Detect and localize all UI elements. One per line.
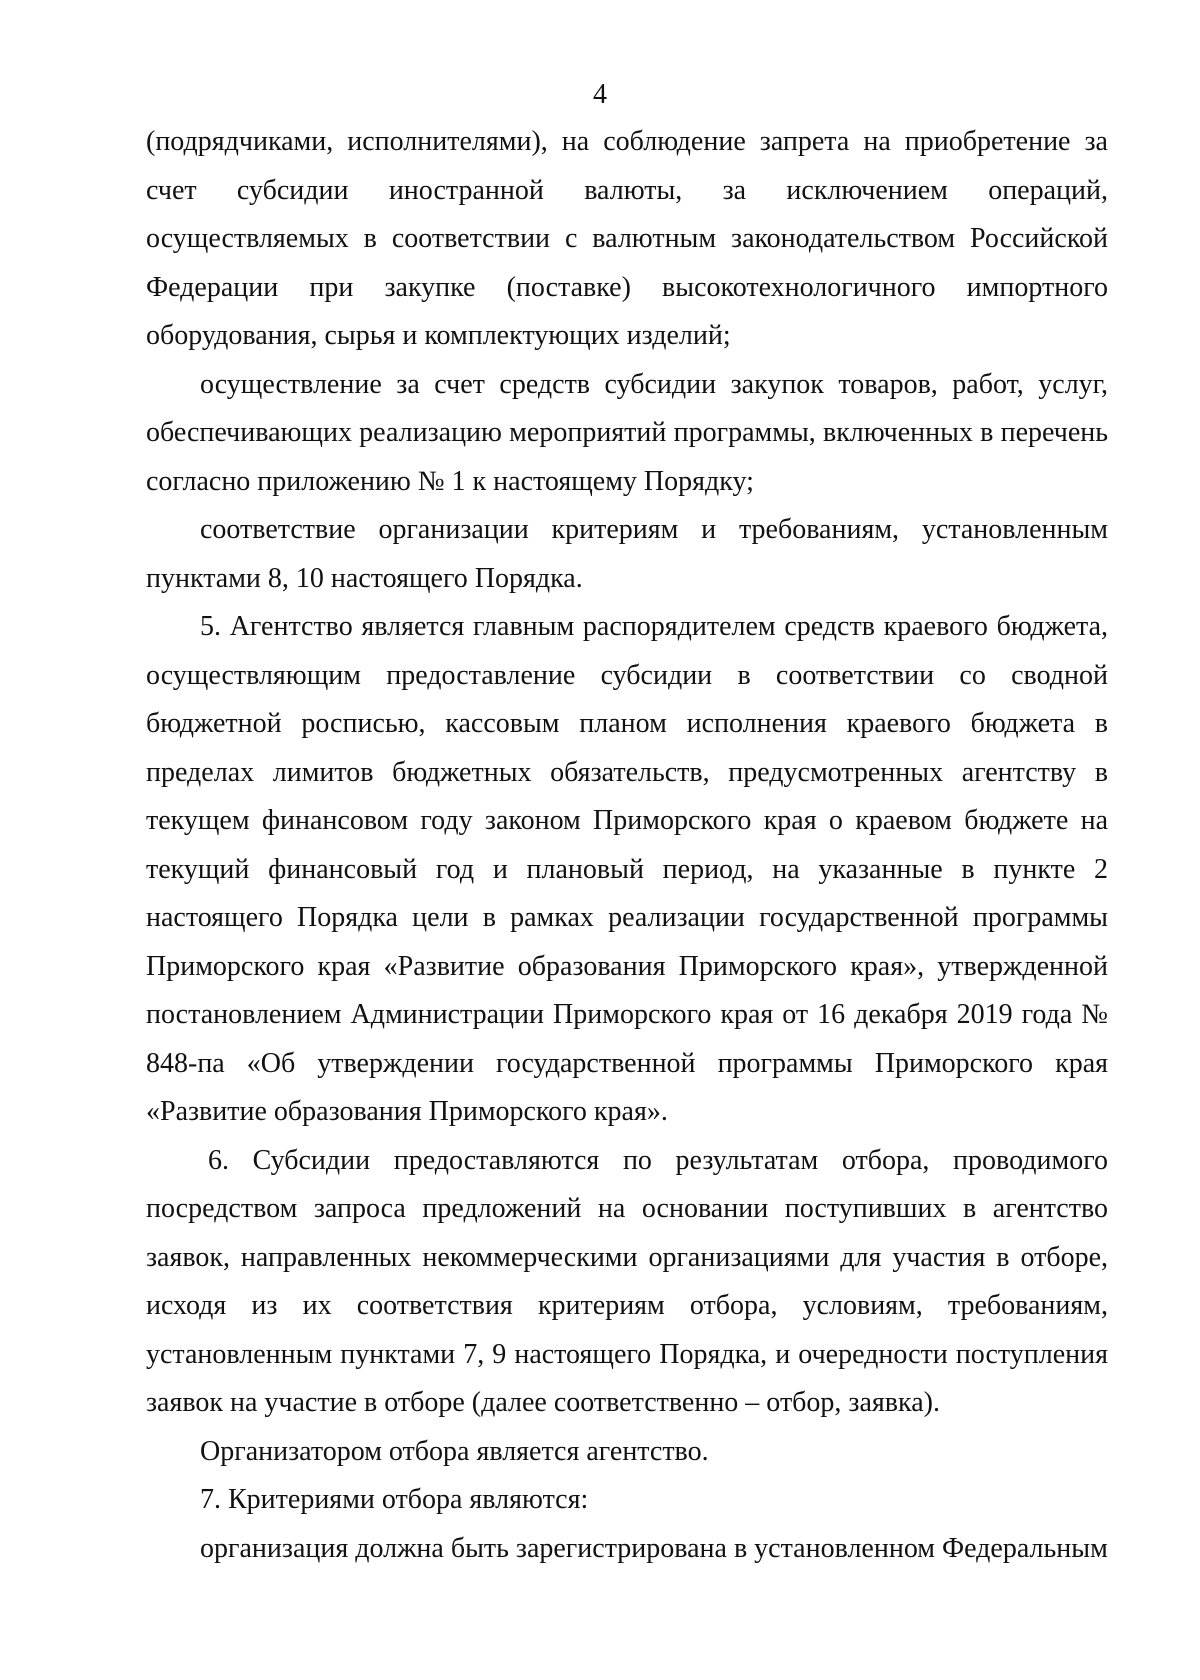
paragraph-procurement: осуществление за счет средств субсидии закупок товаров, работ, услуг, обеспечивающих реализацию мероприятий программы, включенных в перечень согласно приложению № 1 к настоящему Порядку;: [146, 368, 1108, 497]
paragraph-item-7: 7. Критериями отбора являются:: [200, 1484, 589, 1515]
paragraph-item-5: 5. Агентство является главным распорядителем средств краевого бюджета, осуществляющим предоставление субсидии в соответствии со сводной бюджетной росписью, кассовым планом исполнения краевого бюджета в пределах лимитов бюджетных обязательств, предусмотренных агентству в текущем финансовом году законом Приморского края о краевом бюджете на текущий финансовый год и плановый период, на указанные в пункте 2 настоящего Порядка цели в рамках реализации государственной программы Приморского края «Развитие образования Приморского края», утвержденной постановлением Администрации Приморского края от 16 декабря 2019 года № 848-па «Об утверждении государственной программы Приморского края «Развитие образования Приморского края».: [146, 611, 1108, 1127]
paragraph-continuation: (подрядчиками, исполнителями), на соблюдение запрета на приобретение за счет субсидии иностранной валюты, за исключением операций, осуществляемых в соответствии с валютным законодательством Российской Федерации при закупке (поставке) высокотехнологичного импортного оборудования, сырья и комплектующих изделий;: [146, 126, 1108, 351]
page-number: 4: [593, 79, 607, 110]
paragraph-organizer: Организатором отбора является агентство.: [200, 1435, 709, 1467]
paragraph-criteria-compliance: соответствие организации критериям и требованиям, установленным пунктами 8, 10 настоящего Порядка.: [146, 514, 1108, 594]
paragraph-registration-requirement: организация должна быть зарегистрирована в установленном Федеральным: [200, 1532, 1108, 1564]
paragraph-item-6: 6. Субсидии предоставляются по результатам отбора, проводимого посредством запроса предложений на основании поступивших в агентство заявок, направленных некоммерческими организациями для участия в отборе, исходя из их соответствия критериям отбора, условиям, требованиям, установленным пунктами 7, 9 настоящего Порядка, и очередности поступления заявок на участие в отборе (далее соответственно – отбор, заявка).: [146, 1144, 1108, 1418]
document-body: [146, 118, 1108, 1573]
